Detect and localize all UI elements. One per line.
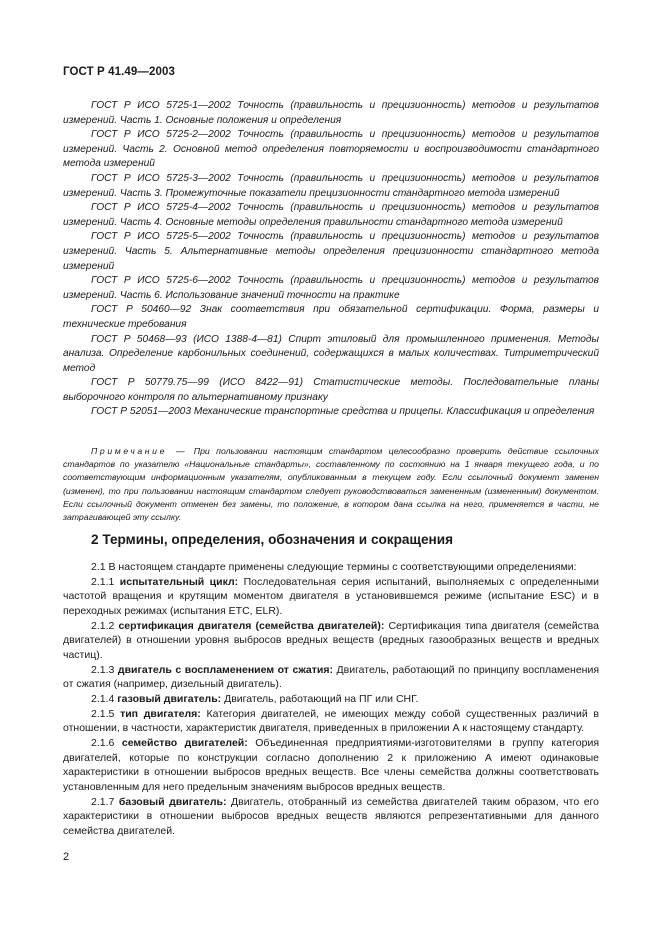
term-definition: Сертификация типа двигателя (семейства двигателей) в отношении уровня выбросов вредных веществ (вредных газообразных веществ и вредных частиц).	[63, 619, 599, 661]
term-paragraph	[63, 795, 599, 839]
term-definition: Последовательная серия испытаний, выполняемых с определенными частотой вращения и крутящим моментом двигателя в установившемся режиме (испытание ESC) и в переходных режимах (испытания ETC, ELR).	[63, 575, 599, 617]
reference-item: ГОСТ Р ИСО 5725-4—2002 Точность (правильность и прецизионность) методов и результатов измерений. Часть 4. Основные методы определения правильности стандартного метода измерений	[63, 202, 599, 228]
reference-item: ГОСТ Р 50779.75—99 (ИСО 8422—91) Статистические методы. Последовательные планы выборочного контроля по альтернативному признаку	[63, 377, 599, 403]
reference-item: ГОСТ Р ИСО 5725-3—2002 Точность (правильность и прецизионность) методов и результатов измерений. Часть 3. Промежуточные показатели прецизионности стандартного метода измерений	[63, 172, 599, 199]
term-number: 2.1.3	[91, 663, 115, 676]
term-name: семейство двигателей:	[121, 736, 248, 749]
term-paragraph	[63, 692, 599, 707]
term-name: сертификация двигателя (семейства двигателей):	[118, 619, 385, 632]
note-block	[63, 445, 599, 524]
term-number: 2.1.5	[91, 707, 115, 720]
term-name: газовый двигатель:	[117, 692, 222, 705]
term-definition: Двигатель, работающий на ПГ или СНГ.	[224, 692, 419, 705]
term-definition: Двигатель, отобранный из семейства двигателей таким образом, что его характеристики в отношении выбросов вредных веществ являются репрезентативными для данного семейства двигателей.	[63, 795, 599, 837]
section-body	[63, 560, 599, 838]
term-paragraph	[63, 619, 599, 663]
term-name: испытательный цикл:	[119, 575, 239, 588]
term-paragraph	[63, 575, 599, 619]
term-name: двигатель с воспламенением от сжатия:	[117, 663, 333, 676]
reference-item: ГОСТ Р ИСО 5725-5—2002 Точность (правильность и прецизионность) методов и результатов измерений. Часть 5. Альтернативные методы определения прецизионности стандартного метода измерений	[63, 231, 599, 272]
section-heading: 2 Термины, определения, обозначения и сокращения	[91, 532, 454, 547]
term-definition: Объединенная предприятиями-изготовителями в группу категория двигателей, которые по конструкции согласно дополнению 2 к приложению А имеют одинаковые характеристики в отношении выбросов вредных веществ. Все члены семейства должны соответствовать установленным для него предельным значениям выбросов вредных веществ.	[63, 736, 599, 793]
intro-paragraph: 2.1 В настоящем стандарте применены следующие термины с соответствующими определениями:	[91, 561, 577, 573]
reference-item: ГОСТ Р 52051—2003 Механические транспортные средства и прицепы. Классификация и определения	[91, 406, 595, 418]
reference-item: ГОСТ Р ИСО 5725-6—2002 Точность (правильность и прецизионность) методов и результатов измерений. Часть 6. Использование значений точности на практике	[63, 275, 599, 301]
reference-item: ГОСТ Р ИСО 5725-2—2002 Точность (правильность и прецизионность) методов и результатов измерений. Часть 2. Основной метод определения повторяемости и воспроизводимости стандартного метода измерений	[63, 129, 599, 170]
term-name: тип двигателя:	[120, 707, 201, 720]
reference-item: ГОСТ Р ИСО 5725-1—2002 Точность (правильность и прецизионность) методов и результатов измерений. Часть 1. Основные положения и определения	[63, 100, 599, 126]
term-definition: Категория двигателей, не имеющих между собой существенных различий в отношении, в частности, характеристик двигателя, приведенных в приложении А к настоящему стандарту.	[63, 707, 600, 735]
page-number: 2	[63, 851, 70, 863]
normative-references	[63, 99, 599, 420]
term-paragraph	[63, 707, 599, 736]
term-paragraph	[63, 736, 599, 795]
note-label: Примечание —	[91, 446, 188, 456]
reference-item: ГОСТ Р 50468—93 (ИСО 1388-4—81) Спирт этиловый для промышленного применения. Методы анализа. Определение карбонильных соединений, содержащихся в малых количествах. Титриметрический метод	[63, 333, 599, 374]
note-text: При пользовании настоящим стандартом целесообразно проверить действие ссылочных стандартов по указателю «Национальные стандарты», составленному по состоянию на 1 января текущего года, и по соответствующим информационным указателям, опубликованным в текущем году. Если ссылочный документ заменен (изменен), то при пользовании настоящим стандартом следует руководствоваться замененным (измененным) документом. Если ссылочный документ отменен без замены, то положение, в котором дана ссылка на него, применяется в части, не затрагивающей эту ссылку.	[63, 446, 599, 523]
term-name: базовый двигатель:	[118, 795, 227, 808]
term-definition: Двигатель, работающий по принципу воспламенения от сжатия (например, дизельный двигатель).	[63, 663, 600, 691]
term-number: 2.1.7	[91, 795, 115, 808]
term-number: 2.1.1	[91, 575, 115, 588]
document-header: ГОСТ Р 41.49—2003	[63, 66, 175, 78]
term-paragraph	[63, 663, 599, 692]
term-number: 2.1.4	[91, 692, 115, 705]
reference-item: ГОСТ Р 50460—92 Знак соответствия при обязательной сертификации. Форма, размеры и технические требования	[63, 304, 599, 330]
term-number: 2.1.2	[91, 619, 115, 632]
term-number: 2.1.6	[91, 736, 115, 749]
